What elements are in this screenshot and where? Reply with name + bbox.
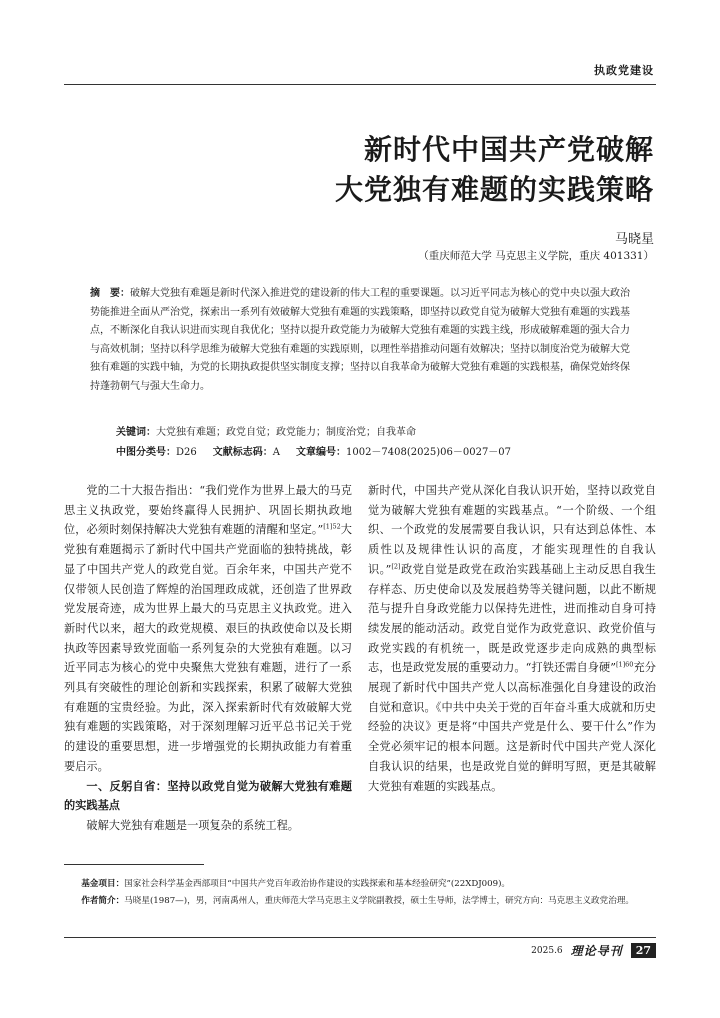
doc-code-value: A bbox=[272, 447, 280, 458]
author-name: 马晓星 bbox=[614, 232, 654, 247]
footer-rule bbox=[64, 937, 656, 938]
body-text: 政党自觉是政党在政治实践基础上主动反思自我生存样态、历史使命以及发展趋势等关键问题，以此不断规范与提升自身政党能力以保持先进性，进而推动自身可持续发展的能动活动。政党自觉作为政党意识、政党价值与政党实践的有机统一，既是政党逐步走向成熟的典型标志，也是政党发展的重要动力。“打铁还需自身硬” bbox=[368, 562, 656, 675]
footnote-rule bbox=[64, 864, 204, 865]
footnotes bbox=[64, 876, 656, 910]
body-paragraph bbox=[64, 481, 352, 777]
citation-ref: [2] bbox=[391, 562, 401, 571]
clc-value: D26 bbox=[176, 447, 197, 458]
body-column-right bbox=[368, 481, 656, 796]
abstract bbox=[90, 285, 632, 396]
keywords bbox=[116, 423, 626, 438]
fund-note bbox=[64, 876, 656, 893]
clc-label: 中图分类号： bbox=[116, 447, 176, 458]
keywords-label: 关键词： bbox=[116, 427, 156, 438]
article-title-line-1: 新时代中国共产党破解 bbox=[363, 133, 654, 166]
page-number: 27 bbox=[631, 943, 656, 958]
section-heading: 一、反躬自省：坚持以政党自觉为破解大党独有难题的实践基点 bbox=[64, 779, 352, 813]
body-text: 充分展现了新时代中国共产党人以高标准强化自身建设的政治自觉和意识。《中共中央关于党的百年奋斗重大成就和历史经验的决议》更是将“中国共产党是什么、要干什么”作为全党必须牢记的根本问题。这是新时代中国共产党人深化自我认识的结果，也是政党自觉的鲜明写照，更是其破解大党独有难题的实践基点。 bbox=[368, 661, 656, 793]
author-bio-text: 马晓星(1987—)，男，河南禹州人，重庆师范大学马克思主义学院副教授，硕士生导师，法学博士，研究方向：马克思主义政党治理。 bbox=[124, 896, 635, 906]
article-title-line-2: 大党独有难题的实践策略 bbox=[334, 173, 654, 206]
classification-line bbox=[116, 443, 511, 458]
journal-name: 理论导刊 bbox=[570, 944, 623, 958]
body-paragraph: 破解大党独有难题是一项复杂的系统工程。 bbox=[86, 818, 299, 832]
abstract-text: 破解大党独有难题是新时代深入推进党的建设新的伟大工程的重要课题。以习近平同志为核心的党中央以强大政治势能推进全面从严治党，探索出一系列有效破解大党独有难题的实践策略，即坚持以政党自觉为破解大党独有难题的实践基点，不断深化自我认识进而实现自我优化；坚持以提升政党能力为破解大党独有难题的实践主线，形成破解难题的强大合力与高效机制；坚持以科学思维为破解大党独有难题的实践原则，以理性举措推动问题有效解决；坚持以制度治党为破解大党独有难题的实践中轴，为党的长期执政提供坚实制度支撑；坚持以自我革命为破解大党独有难题的实践根基，确保党始终保持蓬勃朝气与强大生命力。 bbox=[90, 288, 630, 392]
doc-code-label: 文献标志码： bbox=[212, 447, 273, 458]
article-number-value: 1002－7408(2025)06－0027－07 bbox=[345, 447, 512, 458]
section-tag: 执政党建设 bbox=[594, 64, 654, 77]
author-affiliation: （重庆师范大学 马克思主义学院，重庆 401331） bbox=[418, 250, 654, 262]
author-bio-label: 作者简介： bbox=[81, 896, 125, 906]
body-paragraph bbox=[368, 481, 656, 796]
citation-ref: [1]52 bbox=[323, 522, 341, 531]
article-number-label: 文章编号： bbox=[295, 447, 346, 458]
body-column-left bbox=[64, 481, 352, 836]
fund-text: 国家社会科学基金西部项目“中国共产党百年政治协作建设的实践探索和基本经验研究”(22XDJ009)。 bbox=[124, 879, 511, 889]
body-text: 新时代，中国共产党从深化自我认识开始，坚持以政党自觉为破解大党独有难题的实践基点。“一个阶级、一个组织、一个政党的发展需要自我认识，只有达到总体性、本质性以及规律性认识的高度，才能实现理性的自我认识。” bbox=[368, 484, 656, 576]
body-text: 党的二十大报告指出：“我们党作为世界上最大的马克思主义执政党，要始终赢得人民拥护、巩固长期执政地位，必须时刻保持解决大党独有难题的清醒和坚定。” bbox=[64, 484, 352, 537]
fund-label: 基金项目： bbox=[81, 879, 125, 889]
citation-ref: [1]60 bbox=[615, 660, 634, 669]
abstract-label: 摘 要： bbox=[90, 288, 130, 299]
issue-number: 2025.6 bbox=[531, 945, 563, 956]
body-text: 大党独有难题揭示了新时代中国共产党面临的独特挑战，彰显了中国共产党人的政党自觉。百余年来，中国共产党不仅带领人民创造了辉煌的治国理政成就，还创造了世界政党发展奇迹，成为世界上最大的马克思主义执政党。进入新时代以来，超大的政党规模、艰巨的执政使命以及长期执政等因素导致党面临一系列复杂的大党独有难题。以习近平同志为核心的党中央聚焦大党独有难题，进行了一系列具有突破性的理论创新和实践探索，积累了破解大党独有难题的宝贵经验。为此，深入探索新时代有效破解大党独有难题的实践策略，对于深刻理解习近平总书记关于党的建设的重要思想，进一步增强党的长期执政能力有着重要启示。 bbox=[64, 523, 352, 773]
header-rule bbox=[64, 84, 656, 85]
keywords-text: 大党独有难题；政党自觉；政党能力；制度治党；自我革命 bbox=[156, 427, 416, 438]
page-footer bbox=[531, 942, 656, 959]
author-note bbox=[64, 893, 656, 910]
